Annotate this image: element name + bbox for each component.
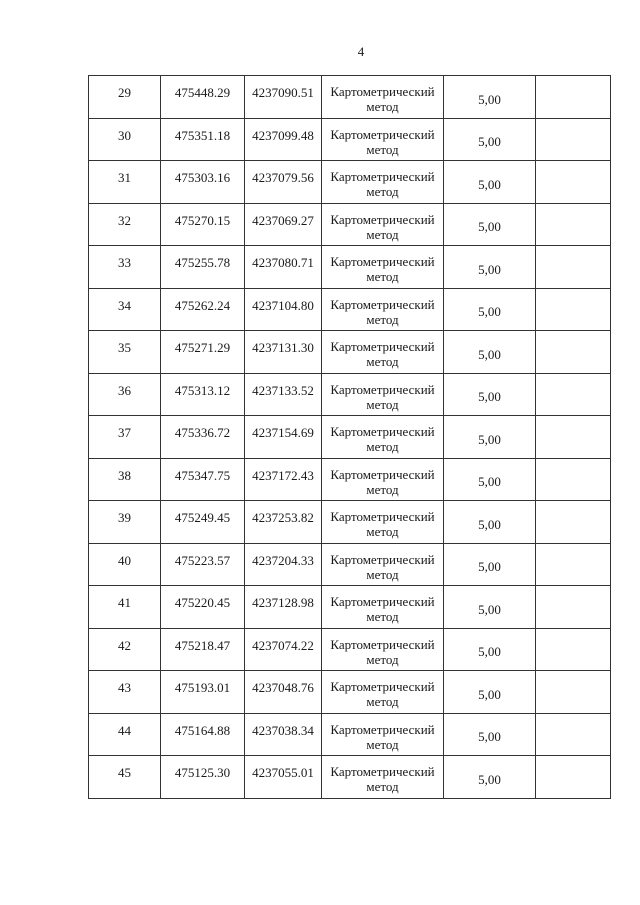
- y-coordinate-cell: 4237128.98: [245, 586, 322, 629]
- empty-cell: [536, 756, 611, 799]
- x-coordinate-cell: 475193.01: [161, 671, 245, 714]
- empty-cell: [536, 161, 611, 204]
- error-cell: 5,00: [444, 416, 536, 459]
- point-number-cell: 38: [89, 458, 161, 501]
- method-cell: [322, 416, 444, 459]
- x-coordinate-cell: 475336.72: [161, 416, 245, 459]
- coordinates-table-body: [89, 76, 611, 799]
- error-cell: 5,00: [444, 288, 536, 331]
- error-cell: 5,00: [444, 373, 536, 416]
- y-coordinate-cell: 4237079.56: [245, 161, 322, 204]
- point-number-cell: 31: [89, 161, 161, 204]
- x-coordinate-cell: 475262.24: [161, 288, 245, 331]
- method-line-2: метод: [366, 651, 399, 667]
- error-cell: 5,00: [444, 501, 536, 544]
- empty-cell: [536, 203, 611, 246]
- method-cell: [322, 628, 444, 671]
- table-row: [89, 628, 611, 671]
- error-cell: 5,00: [444, 203, 536, 246]
- table-row: [89, 373, 611, 416]
- method-line-1: Картометрический: [330, 211, 435, 227]
- point-number-cell: 44: [89, 713, 161, 756]
- y-coordinate-cell: 4237172.43: [245, 458, 322, 501]
- method-line-2: метод: [366, 396, 399, 412]
- x-coordinate-cell: 475164.88: [161, 713, 245, 756]
- point-number-cell: 37: [89, 416, 161, 459]
- y-coordinate-cell: 4237099.48: [245, 118, 322, 161]
- page-number: 4: [357, 44, 365, 59]
- x-coordinate-cell: 475218.47: [161, 628, 245, 671]
- method-line-1: Картометрический: [330, 84, 435, 99]
- y-coordinate-cell: 4237038.34: [245, 713, 322, 756]
- error-cell: 5,00: [444, 671, 536, 714]
- table-row: [89, 458, 611, 501]
- method-line-2: метод: [366, 141, 399, 157]
- method-cell: [322, 76, 444, 119]
- empty-cell: [536, 76, 611, 119]
- y-coordinate-cell: 4237074.22: [245, 628, 322, 671]
- x-coordinate-cell: 475303.16: [161, 161, 245, 204]
- table-row: [89, 586, 611, 629]
- error-cell: 5,00: [444, 628, 536, 671]
- method-cell: [322, 118, 444, 161]
- point-number-cell: 45: [89, 756, 161, 799]
- x-coordinate-cell: 475313.12: [161, 373, 245, 416]
- method-line-1: Картометрический: [330, 169, 435, 184]
- method-cell: [322, 586, 444, 629]
- point-number-cell: 43: [89, 671, 161, 714]
- empty-cell: [536, 288, 611, 331]
- empty-cell: [536, 501, 611, 544]
- method-cell: [322, 203, 444, 246]
- x-coordinate-cell: 475271.29: [161, 331, 245, 374]
- point-number-cell: 42: [89, 628, 161, 671]
- x-coordinate-cell: 475125.30: [161, 756, 245, 799]
- method-line-1: Картометрический: [330, 679, 435, 694]
- coordinates-table: [88, 75, 611, 799]
- error-cell: 5,00: [444, 713, 536, 756]
- method-line-1: Картометрический: [330, 594, 435, 609]
- point-number-cell: 33: [89, 246, 161, 289]
- y-coordinate-cell: 4237055.01: [245, 756, 322, 799]
- point-number-cell: 29: [89, 76, 161, 119]
- point-number-cell: 34: [89, 288, 161, 331]
- y-coordinate-cell: 4237204.33: [245, 543, 322, 586]
- error-cell: 5,00: [444, 246, 536, 289]
- method-line-2: метод: [366, 566, 399, 582]
- method-cell: [322, 671, 444, 714]
- table-row: [89, 246, 611, 289]
- y-coordinate-cell: 4237069.27: [245, 203, 322, 246]
- y-coordinate-cell: 4237104.80: [245, 288, 322, 331]
- method-line-1: Картометрический: [330, 466, 435, 482]
- table-row: [89, 501, 611, 544]
- method-line-1: Картометрический: [330, 721, 435, 737]
- method-line-2: метод: [366, 439, 399, 454]
- x-coordinate-cell: 475351.18: [161, 118, 245, 161]
- method-line-1: Картометрический: [330, 636, 435, 652]
- table-row: [89, 416, 611, 459]
- error-cell: 5,00: [444, 756, 536, 799]
- method-line-2: метод: [366, 736, 399, 752]
- table-row: [89, 76, 611, 119]
- table-row: [89, 671, 611, 714]
- empty-cell: [536, 331, 611, 374]
- method-line-1: Картометрический: [330, 339, 435, 354]
- empty-cell: [536, 373, 611, 416]
- method-line-2: метод: [366, 694, 399, 709]
- empty-cell: [536, 416, 611, 459]
- y-coordinate-cell: 4237090.51: [245, 76, 322, 119]
- method-line-2: метод: [366, 184, 399, 199]
- table-row: [89, 288, 611, 331]
- point-number-cell: 32: [89, 203, 161, 246]
- method-line-2: метод: [366, 609, 399, 624]
- empty-cell: [536, 586, 611, 629]
- method-line-1: Картометрический: [330, 764, 435, 779]
- point-number-cell: 30: [89, 118, 161, 161]
- y-coordinate-cell: 4237133.52: [245, 373, 322, 416]
- empty-cell: [536, 628, 611, 671]
- method-line-2: метод: [366, 226, 399, 242]
- method-cell: [322, 246, 444, 289]
- x-coordinate-cell: 475249.45: [161, 501, 245, 544]
- method-line-1: Картометрический: [330, 424, 435, 439]
- x-coordinate-cell: 475223.57: [161, 543, 245, 586]
- empty-cell: [536, 118, 611, 161]
- point-number-cell: 40: [89, 543, 161, 586]
- method-cell: [322, 161, 444, 204]
- error-cell: 5,00: [444, 161, 536, 204]
- empty-cell: [536, 543, 611, 586]
- empty-cell: [536, 671, 611, 714]
- y-coordinate-cell: 4237253.82: [245, 501, 322, 544]
- y-coordinate-cell: 4237154.69: [245, 416, 322, 459]
- empty-cell: [536, 246, 611, 289]
- x-coordinate-cell: 475255.78: [161, 246, 245, 289]
- error-cell: 5,00: [444, 76, 536, 119]
- method-line-1: Картометрический: [330, 126, 435, 142]
- table-row: [89, 756, 611, 799]
- y-coordinate-cell: 4237080.71: [245, 246, 322, 289]
- method-line-2: метод: [366, 311, 399, 327]
- x-coordinate-cell: 475270.15: [161, 203, 245, 246]
- method-line-2: метод: [366, 481, 399, 497]
- x-coordinate-cell: 475220.45: [161, 586, 245, 629]
- method-cell: [322, 331, 444, 374]
- error-cell: 5,00: [444, 586, 536, 629]
- point-number-cell: 39: [89, 501, 161, 544]
- method-cell: [322, 373, 444, 416]
- x-coordinate-cell: 475448.29: [161, 76, 245, 119]
- table-row: [89, 161, 611, 204]
- method-line-1: Картометрический: [330, 509, 435, 524]
- point-number-cell: 36: [89, 373, 161, 416]
- method-line-2: метод: [366, 99, 399, 114]
- empty-cell: [536, 713, 611, 756]
- point-number-cell: 41: [89, 586, 161, 629]
- method-cell: [322, 288, 444, 331]
- error-cell: 5,00: [444, 458, 536, 501]
- method-line-1: Картометрический: [330, 296, 435, 312]
- method-line-2: метод: [366, 524, 399, 539]
- x-coordinate-cell: 475347.75: [161, 458, 245, 501]
- method-line-2: метод: [366, 354, 399, 369]
- method-cell: [322, 756, 444, 799]
- method-cell: [322, 713, 444, 756]
- error-cell: 5,00: [444, 543, 536, 586]
- method-line-2: метод: [366, 779, 399, 794]
- table-row: [89, 543, 611, 586]
- error-cell: 5,00: [444, 118, 536, 161]
- method-cell: [322, 501, 444, 544]
- method-line-2: метод: [366, 269, 399, 284]
- point-number-cell: 35: [89, 331, 161, 374]
- error-cell: 5,00: [444, 331, 536, 374]
- method-line-1: Картометрический: [330, 381, 435, 397]
- table-row: [89, 331, 611, 374]
- table-row: [89, 203, 611, 246]
- table-row: [89, 118, 611, 161]
- method-line-1: Картометрический: [330, 254, 435, 269]
- table-row: [89, 713, 611, 756]
- empty-cell: [536, 458, 611, 501]
- method-cell: [322, 458, 444, 501]
- y-coordinate-cell: 4237131.30: [245, 331, 322, 374]
- method-cell: [322, 543, 444, 586]
- method-line-1: Картометрический: [330, 551, 435, 567]
- y-coordinate-cell: 4237048.76: [245, 671, 322, 714]
